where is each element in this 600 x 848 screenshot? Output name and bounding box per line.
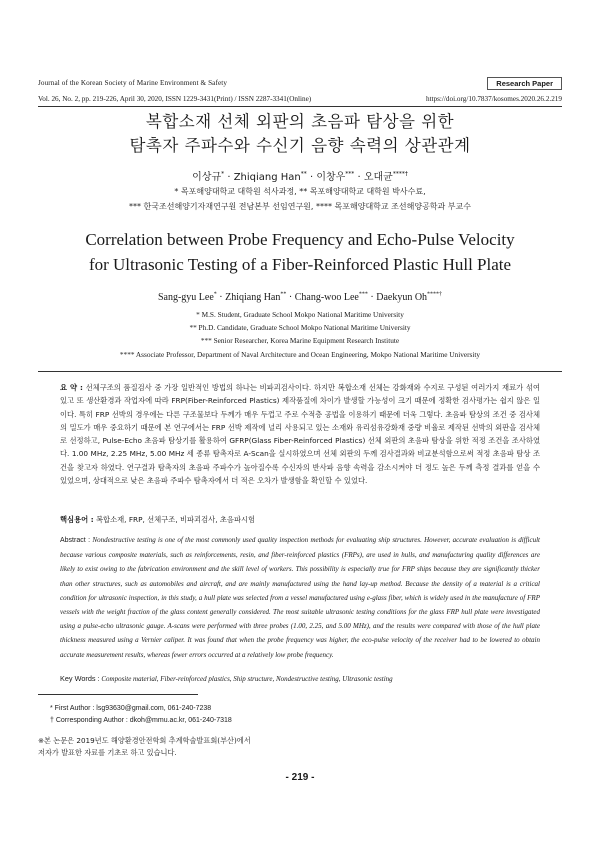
- author-mark: **: [280, 291, 287, 298]
- korean-abstract-text: 선체구조의 품질검사 중 가장 일반적인 방법의 하나는 비파괴검사이다. 하지만 복합소재 선체는 강화재와 수지로 구성된 여러가지 재료가 섞여 있고 또 생산환경과 작업자에 따라 FRP(Fiber-Reinforced Plastics) 제작품질에 차이가 발생할 가능성이 크기 때문에 정확한 검사평가는 쉽지 않은 일이다. 특히 FRP 선박의 경우에는 다른 구조물보다 두께가 매우 두껍고 주로 수적층 공법을 이용하기 때문에 더욱 그렇다. 초음파 탐상의 조건 중 검사체의 밀도가 매우 중요하기 때문에 본 연구에서는 FRP 선박 제작에 널리 사용되고 있는 소재와 유리섬유강화재 중량 비율로 제작된 선박의 외판을 검사체로 선정하고, Pulse-Echo 초음파 탐상기를 활용하여 GFRP(Glass Fiber-Reinforced Plastics) 선체 외판의 초음파 탐상을 위한 적정 조건을 조사하였다. 1.00 MHz, 2.25 MHz, 5.00 MHz 세 종류 탐촉자로 A-Scan을 실시하였으며 선체 외판의 두께 검사결과와 비교분석함으로써 적정 초음파 탐상 조건을 찾고자 하였다. 연구결과 탐촉자의 초음파 주파수가 높아질수록 수신자의 반사파 음향 속력을 감소시켜야 더 정도 높은 두께 측정 결과를 얻을 수 있었으며, 상대적으로 낮은 초음파 주파수 탐촉자에서 더 적은 오차가 발생함을 확인할 수 있었다.: [60, 383, 540, 486]
- conference-note-line-1: ※본 논문은 2019년도 해양환경안전학회 추계학술발표회(부산)에서: [38, 736, 251, 745]
- doi-link[interactable]: https://doi.org/10.7837/kosomes.2020.26.2.219: [425, 95, 562, 103]
- author-mark: ****†: [427, 291, 443, 298]
- corresponding-author-footnote: † Corresponding Author : dkoh@mmu.ac.kr, 061-240-7318: [50, 717, 232, 724]
- author-mark: ***: [358, 291, 368, 298]
- korean-author-list: [0, 168, 600, 183]
- english-affiliation-line-3: *** Senior Researcher, Korea Marine Equipment Research Institute: [200, 336, 400, 345]
- english-abstract-text: Nondestructive testing is one of the most commonly used quality inspection methods for evaluating ship structures. However, accurate evaluation is difficult because various composite materials, such as reinforcements, resin, and fiber-reinforced plastics (FRPs), are used in hulls, and manufacturing quality differences are likely to exist owing to the fabrication environment and the skill level of workers. This possibility is especially true for FRP ships because they are significantly thicker than other structures, such as automobiles and aircraft, and are mainly manufactured using the hand lay-up method. Because the density of a material is a critical condition for ultrasonic inspection, in this study, a hull plate was selected from a vessel manufactured using e-glass fiber, which is widely used in the manufacture of FRP vessels with the weight fraction of the glass content generally considered. The most suitable ultrasonic testing conditions for the glass FRP hull plate were investigated using a pulse-echo ultrasonic gauge. A-scans were performed with three probes (1.00, 2.25, and 5.00 MHz), and the results were compared with those of the hull plate thickness measured using a Vernier caliper. It was found that when the probe frequency was higher, the eco-pulse velocity of the receiver had to be lowered to obtain accurate measurement results, whereas fewer errors occurred at a relatively low probe frequency.: [60, 536, 540, 659]
- english-keywords-text: Composite material, Fiber-reinforced plastics, Ship structure, Nondestructive testing, Ultrasonic testing: [101, 675, 393, 683]
- korean-keywords-label: 핵심용어 :: [60, 515, 94, 524]
- english-title-line-1: Correlation between Probe Frequency and Echo-Pulse Velocity: [85, 230, 515, 249]
- conference-note-line-2: 저자가 발표한 자료를 기초로 하고 있습니다.: [38, 748, 177, 757]
- header-divider: [38, 106, 562, 107]
- author-separator: ·: [216, 292, 226, 303]
- author-separator: ·: [286, 292, 295, 303]
- english-keywords: [60, 674, 540, 683]
- author-name: Daekyun Oh: [376, 292, 428, 303]
- korean-affiliation-line-2: *** 한국조선해양기자재연구원 전남본부 선임연구원, **** 목포해양대학교 조선해양공학과 부교수: [128, 202, 471, 211]
- korean-abstract-label: 요 약 :: [60, 383, 83, 392]
- english-title-line-2: for Ultrasonic Testing of a Fiber-Reinforced Plastic Hull Plate: [88, 255, 512, 274]
- english-affiliation-line-2: ** Ph.D. Candidate, Graduate School Mokpo National Maritime University: [189, 323, 411, 332]
- author-mark: *: [221, 170, 225, 178]
- author-separator: ·: [306, 172, 317, 183]
- author-name: Sang-gyu Lee: [157, 292, 214, 303]
- footnote-divider: [38, 694, 198, 695]
- abstract-divider: [38, 371, 562, 372]
- author-separator: ·: [354, 172, 364, 183]
- author-separator: ·: [224, 172, 234, 183]
- author-name: 이상규: [192, 172, 222, 183]
- author-name: Zhiqiang Han: [225, 292, 281, 303]
- korean-affiliation-line-1: * 목포해양대학교 대학원 석사과정, ** 목포해양대학교 대학원 박사수료,: [174, 187, 426, 196]
- author-mark: ***: [345, 170, 355, 178]
- korean-title-line-1: 복합소재 선체 외판의 초음파 탐상을 위한: [145, 112, 455, 131]
- english-affiliation-line-4: **** Associate Professor, Department of Naval Architecture and Ocean Engineering, Mokpo National Maritime University: [119, 350, 481, 359]
- author-name: Chang-woo Lee: [294, 292, 359, 303]
- article-type-badge: Research Paper: [487, 77, 562, 90]
- volume-info: Vol. 26, No. 2, pp. 219-226, April 30, 2020, ISSN 1229-3431(Print) / ISSN 2287-3341(Online): [38, 95, 312, 103]
- english-keywords-label: Key Words :: [60, 674, 100, 683]
- english-affiliation-line-1: * M.S. Student, Graduate School Mokpo National Maritime University: [196, 310, 404, 319]
- journal-name: Journal of the Korean Society of Marine Environment & Safety: [38, 79, 228, 87]
- author-mark: *: [213, 291, 217, 298]
- author-separator: ·: [367, 292, 377, 303]
- korean-abstract: [60, 381, 540, 487]
- english-abstract: [60, 533, 540, 662]
- author-name: Zhiqiang Han: [233, 172, 301, 183]
- author-name: 오대균: [363, 172, 393, 183]
- english-author-list: [0, 292, 600, 303]
- first-author-footnote: * First Author : lsg93630@gmail.com, 061-240-7238: [50, 705, 212, 712]
- author-mark: **: [300, 170, 307, 178]
- korean-keywords: [60, 515, 540, 525]
- page-number: - 219 -: [285, 772, 315, 783]
- korean-title-line-2: 탐촉자 주파수와 수신기 음향 속력의 상관관계: [129, 136, 471, 155]
- author-name: 이창우: [316, 172, 346, 183]
- korean-keywords-text: 복합소재, FRP, 선체구조, 비파괴검사, 초음파시험: [95, 515, 256, 524]
- author-mark: ****†: [392, 170, 408, 178]
- english-abstract-label: Abstract :: [60, 537, 91, 544]
